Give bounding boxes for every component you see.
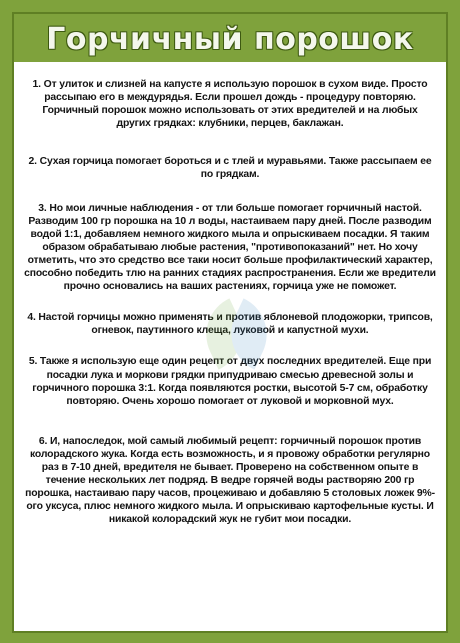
paragraph-1: 1. От улиток и слизней на капусте я использую порошок в сухом виде. Просто рассыпаю его в междурядья. Если прошел дождь - процедуру повторяю. Горчичный порошок можно использовать от этих вредителей и на любых других грядках: клубники, перцев, баклажан. [32, 79, 428, 130]
paragraph-3: 3. Но мои личные наблюдения - от тли больше помогает горчичный настой. Разводим 100 гр порошка на 10 л воды, настаиваем пару дней. После разводим водой 1:1, добавляем немного жидкого мыла и опрыскиваем посадки. Я таким образом обрабатываю любые растения, "противопоказаний" нет. Но хочу отметить, что это средство все таки носит больше профилактический характер, способно победить тлю на ранних стадиях распространения. Если же вредители прочно основались на ваших растениях, горчица уже не поможет. [24, 202, 436, 293]
page-title: Горчичный порошок [14, 14, 446, 62]
paragraph-6: 6. И, напоследок, мой самый любимый рецепт: горчичный порошок против колорадского жука. Когда есть возможность, и я провожу обработки регулярно раз в 7-10 дней, вредителя не бывает. Проверено на собственном опыте в течение нескольких лет подряд. В ведре горячей воды растворяю 200 гр порошка, настаиваю пару часов, процеживаю и добавляю 5 столовых ложек 9%-ого уксуса, плюс немного жидкого мыла. И опрыскиваю картофельные кусты. И никакой колорадский жук не губит мои посадки. [25, 435, 435, 526]
paragraph-2: 2. Сухая горчица помогает бороться и с тлей и муравьями. Также рассыпаем ее по грядкам. [28, 156, 432, 181]
article-sheet [12, 12, 448, 633]
paragraph-5: 5. Также я использую еще один рецепт от двух последних вредителей. Еще при посадки лука и моркови грядки припудриваю смесью древесной золы и горчичного порошка 3:1. Когда появляются ростки, высотой 5-7 см, обработку повторяю. Очень хорошо помогает от луковой и морковной мух. [28, 356, 432, 407]
article-body [14, 62, 446, 526]
paragraph-4: 4. Настой горчицы можно применять и против яблоневой плодожорки, трипсов, огневок, паутинного клеща, луковой и капустной мухи. [27, 312, 433, 337]
